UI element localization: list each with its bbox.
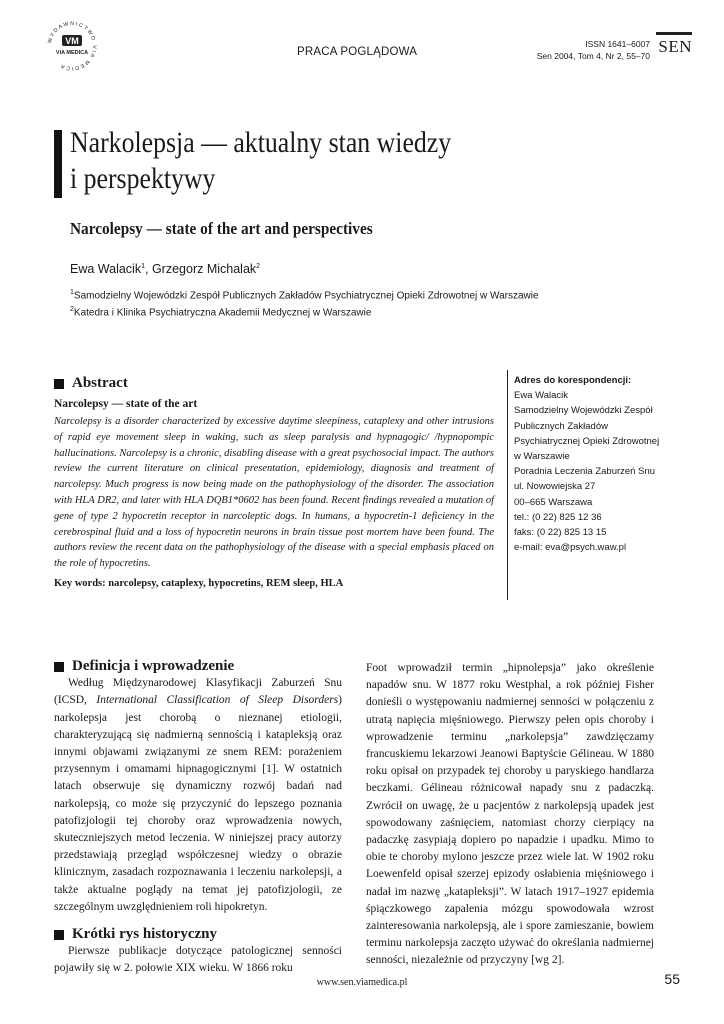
abstract-block xyxy=(54,375,494,589)
issn: ISSN 1641–6007 xyxy=(585,39,650,49)
square-bullet-icon xyxy=(54,662,64,672)
correspondence-line: Samodzielny Wojewódzki Zespół xyxy=(514,405,653,417)
section-label: PRACA POGLĄDOWA xyxy=(297,46,418,58)
correspondence-box xyxy=(514,373,694,555)
title-line-1: Narkolepsja — aktualny stan wiedzy xyxy=(70,126,452,159)
square-bullet-icon xyxy=(54,930,64,940)
author-affil-ref: 1 xyxy=(141,262,145,270)
author-name: Grzegorz Michalak xyxy=(151,262,257,276)
affiliations xyxy=(70,286,539,321)
svg-text:VM: VM xyxy=(65,36,79,46)
keywords: Key words: narcolepsy, cataplexy, hypocretins, REM sleep, HLA xyxy=(54,577,344,589)
title-line-2: i perspektywy xyxy=(70,162,216,195)
body-column-right xyxy=(366,660,654,970)
email-link[interactable]: e-mail: eva@psych.waw.pl xyxy=(514,542,627,554)
correspondence-line: tel.: (0 22) 825 12 36 xyxy=(514,511,602,523)
paragraph: Według Międzynarodowej Klasyfikacji Zaburzeń Snu (ICSD, International Classification of Sleep Disorders) narkolepsja jest chorobą o nieznanej etiologii, charakteryzującą się nadmierną sennością i katapleksją oraz innymi objawami związanymi ze snem REM: porażeniem przysennym i omamami hipnagogicznymi [1]. W ostatnich latach obserwuje się dynamiczny rozwój badań nad narkolepsją, co może się przyczynić do lepszego poznania patofizjologii tej choroby oraz wprowadzenia nowych, skuteczniejszych metod leczenia. W niniejszej pracy autorzy przedstawiają przegląd współczesnej wiedzy o obrazie klinicznym, zasadach rozpoznawania i leczeniu narkolepsji, a także aktualne poglądy na temat jej patofizjologii, ze szczególnym uwzględnieniem roli hipokretyn. xyxy=(54,677,343,913)
section-heading: Definicja i wprowadzenie xyxy=(54,658,342,675)
abstract-heading: Abstract xyxy=(54,375,494,392)
title-accent-bar xyxy=(54,130,62,198)
correspondence-line: Psychiatrycznej Opieki Zdrowotnej xyxy=(514,435,660,447)
paragraph: Pierwsze publikacje dotyczące patologicznej senności pojawiły się w 2. połowie XIX wieku. W 1866 roku xyxy=(54,945,342,975)
author-name: Ewa Walacik xyxy=(70,262,142,276)
publisher-logo xyxy=(44,18,100,74)
affiliation: $^2$Katedra i Klinika Psychiatryczna Akademii Medycznej w Warszawie xyxy=(70,306,372,319)
paragraph: Foot wprowadził termin „hipnolepsja” jako określenie napadów snu. W 1877 roku Westphal, a rok później Fisher donieśli o występowaniu nadmiernej senności w połączeniu z utratą napięcia mięśniowego. Pierwszy pełen opis choroby i wprowadzenie terminu „narkolepsja” zawdzięczamy francuskiemu lekarzowi Jeanowi Baptyście Gélineau. W 1880 roku opisał on przypadek tej choroby u paryskiego handlarza beczkami. Gélineau różnicował napady snu z padaczką. Zwrócił on uwagę, że u pacjentów z narkolepsją upadek jest spowodowany zaśnięciem, natomiast chorzy cierpiący na padaczkę zasypiają dopiero po napadzie i upadku. Mimo to obie te choroby mylono jeszcze przez wiele lat. W 1902 roku Loewenfeld opisał szerzej epizody osłabienia mięśniowego i nadał im nazwę „katapleksji”. W latach 1917–1927 epidemia śpiączkowego zapalenia mózgu spowodowała wzrost zainteresowania narkolepsją, ale i spore zamieszanie, bowiem terminu narkolepsja zaczęto używać do określania nadmiernej senności, niezależnie od przyczyny [wg 2]. xyxy=(366,662,654,967)
brand-rule xyxy=(656,32,692,35)
abstract-body: Narcolepsy is a disorder characterized by excessive daytime sleepiness, cataplexy and other intrusions of rapid eye movement sleep in waking, such as sleep paralysis and hypnagogic/ /hypnopompic hallucinations. Narcolepsy is a chronic, disabling disease with a great psychosocial impact. The authors review the current literature on clinical presentation, epidemiology, diagnosis and treatment of narcolepsy. Much progress is now being made on the pathophysiology of the disorder. The association with HLA DR2, and later with HLA DQB1*0602 has been found. Recent findings revealed a mutation of gene of type 2 hypocretin receptor in narcoleptic dogs. In humans, a hypocretin-1 deficiency in the cerebrospinal fluid and a loss of hypocretin neurons in brain tissue post mortem have been found. The authors review the recent data on the pathophysiology of the disease with a special emphasis placed on the role of hypocretins. xyxy=(54,416,494,570)
abstract-subheading: Narcolepsy — state of the art xyxy=(54,398,198,410)
body-column-left xyxy=(54,658,342,978)
issue-citation: Sen 2004, Tom 4, Nr 2, 55–70 xyxy=(536,51,650,61)
correspondence-line: Ewa Walacik xyxy=(514,390,569,402)
correspondence-label: Adres do korespondencji: xyxy=(514,375,632,386)
correspondence-line: 00–665 Warszawa xyxy=(514,496,593,508)
correspondence-line: Publicznych Zakładów xyxy=(514,420,608,432)
svg-text:VIA MEDICA: VIA MEDICA xyxy=(55,50,89,56)
svg-text:WYDAWNICTWO VIA MEDICA: WYDAWNICTWO VIA MEDICA xyxy=(47,20,98,72)
author-affil-ref: 2 xyxy=(256,262,261,270)
page-number: 55 xyxy=(664,971,680,987)
journal-brand xyxy=(656,32,692,56)
correspondence-line: faks: (0 22) 825 13 15 xyxy=(514,527,607,539)
correspondence-line: Poradnia Leczenia Zaburzeń Snu xyxy=(514,466,656,478)
column-divider xyxy=(507,370,508,600)
section-heading: Krótki rys historyczny xyxy=(54,926,342,943)
affiliation: $^1$Samodzielny Wojewódzki Zespół Publicznych Zakładów Psychiatrycznej Opieki Zdrowotnej w Warszawie xyxy=(70,289,539,302)
square-bullet-icon xyxy=(54,379,64,389)
correspondence-line: ul. Nowowiejska 27 xyxy=(514,481,596,493)
author-separator: , xyxy=(145,262,152,276)
article-title xyxy=(70,125,552,197)
footer-url[interactable]: www.sen.viamedica.pl xyxy=(316,977,408,988)
authors xyxy=(70,262,260,276)
journal-name: SEN xyxy=(658,37,692,56)
correspondence-line: w Warszawie xyxy=(514,451,570,463)
article-subtitle: Narcolepsy — state of the art and perspectives xyxy=(70,219,373,238)
issue-info xyxy=(537,38,650,62)
